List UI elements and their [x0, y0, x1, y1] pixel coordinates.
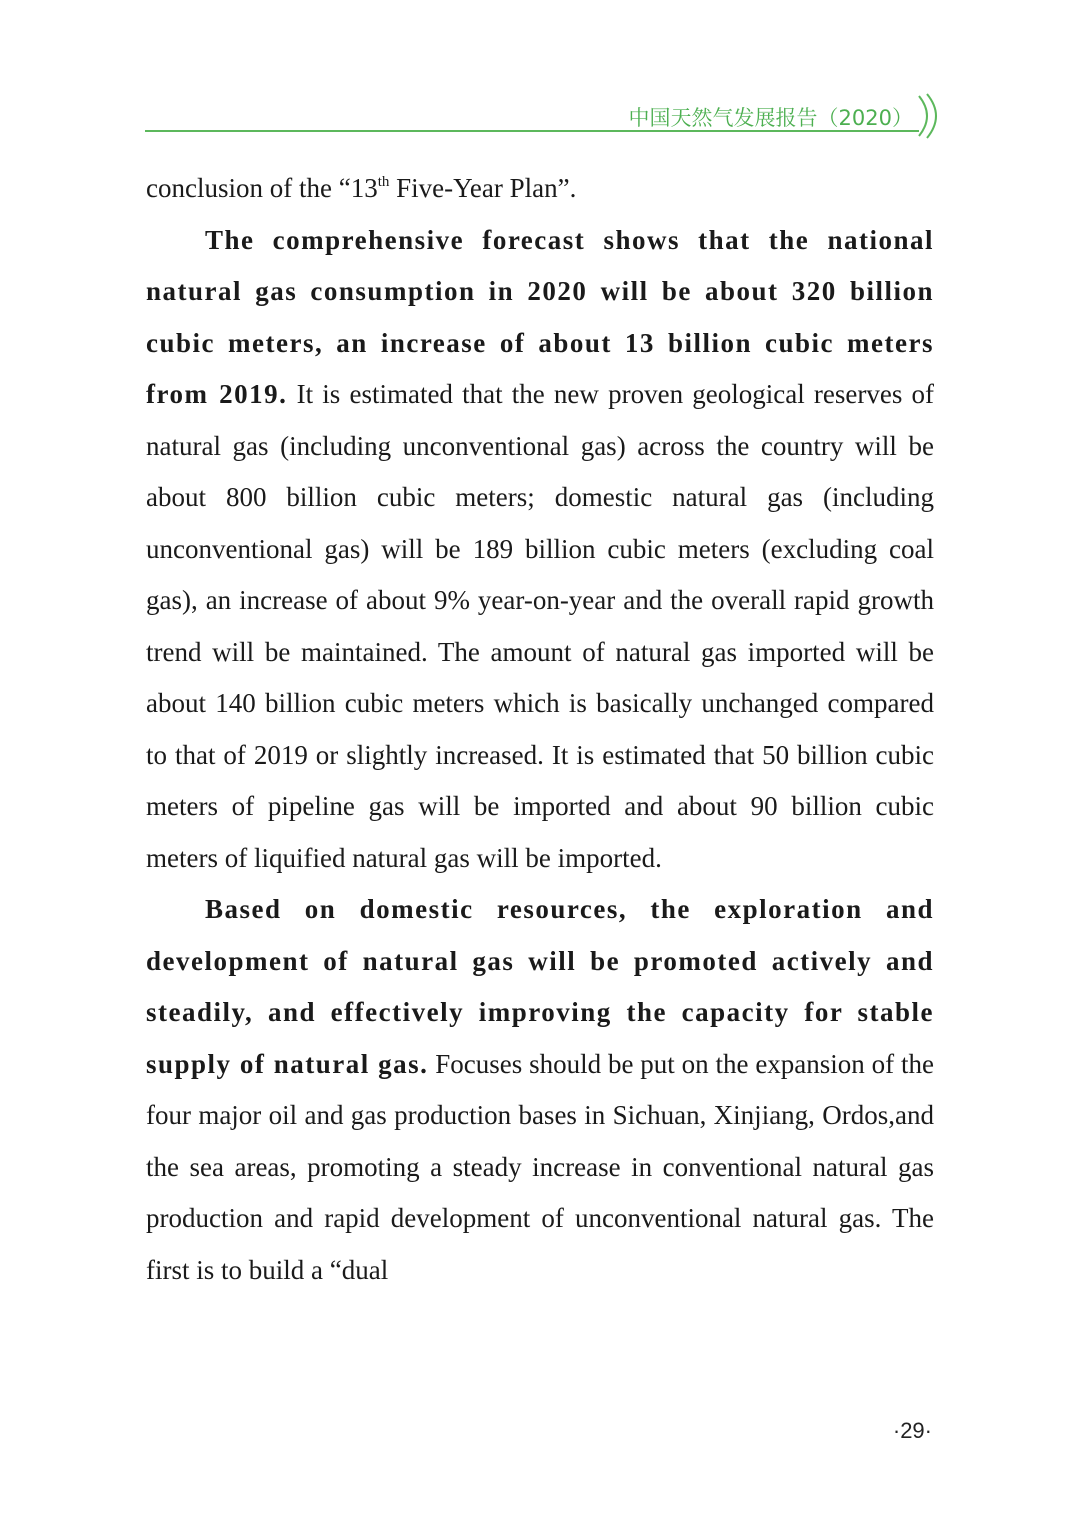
header-bracket-icon	[915, 92, 945, 140]
header-title: 中国天然气发展报告（2020）	[628, 106, 913, 130]
p1-text-before: conclusion of the “13	[146, 173, 378, 203]
p2-body: It is estimated that the new proven geological reserves of natural gas (including unconventional gas) across the country will be about 800 billion cubic meters; domestic natural gas (including unconventional gas) will be 189 billion cubic meters (excluding coal gas), an increase of about 9% year-on-year and the overall rapid growth trend will be maintained. The amount of natural gas imported will be about 140 billion cubic meters which is basically unchanged compared to that of 2019 or slightly increased. It is estimated that 50 billion cubic meters of pipeline gas will be imported and about 90 billion cubic meters of liquified natural gas will be imported.	[146, 379, 935, 873]
p2-bold-lead: The comprehensive forecast shows that the national natural gas consumption in 2020 will be about 320 billion cubic meters, an increase of about 13 billion cubic meters from 2019.	[146, 224, 934, 409]
paragraph-domestic-resources	[146, 884, 934, 1296]
p1-superscript: th	[377, 174, 390, 190]
p3-body: Focuses should be put on the expansion of the four major oil and gas production bases in Sichuan, Xinjiang, Ordos,and the sea areas, promoting a steady increase in conventional natural gas production and rapid development of unconventional natural gas. The first is to build a “dual	[146, 1048, 934, 1285]
paragraph-continuation	[146, 163, 934, 215]
body-text	[146, 163, 934, 1296]
p1-text-after: Five-Year Plan”.	[389, 173, 577, 203]
p3-bold-lead: Based on domestic resources, the exploration and development of natural gas will be promoted actively and steadily, and effectively improving the capacity for stable supply of natural gas.	[146, 894, 934, 1079]
header-rule	[145, 130, 919, 132]
running-header	[145, 92, 945, 142]
page-number: ·29·	[892, 1418, 932, 1443]
paragraph-forecast	[146, 215, 934, 885]
